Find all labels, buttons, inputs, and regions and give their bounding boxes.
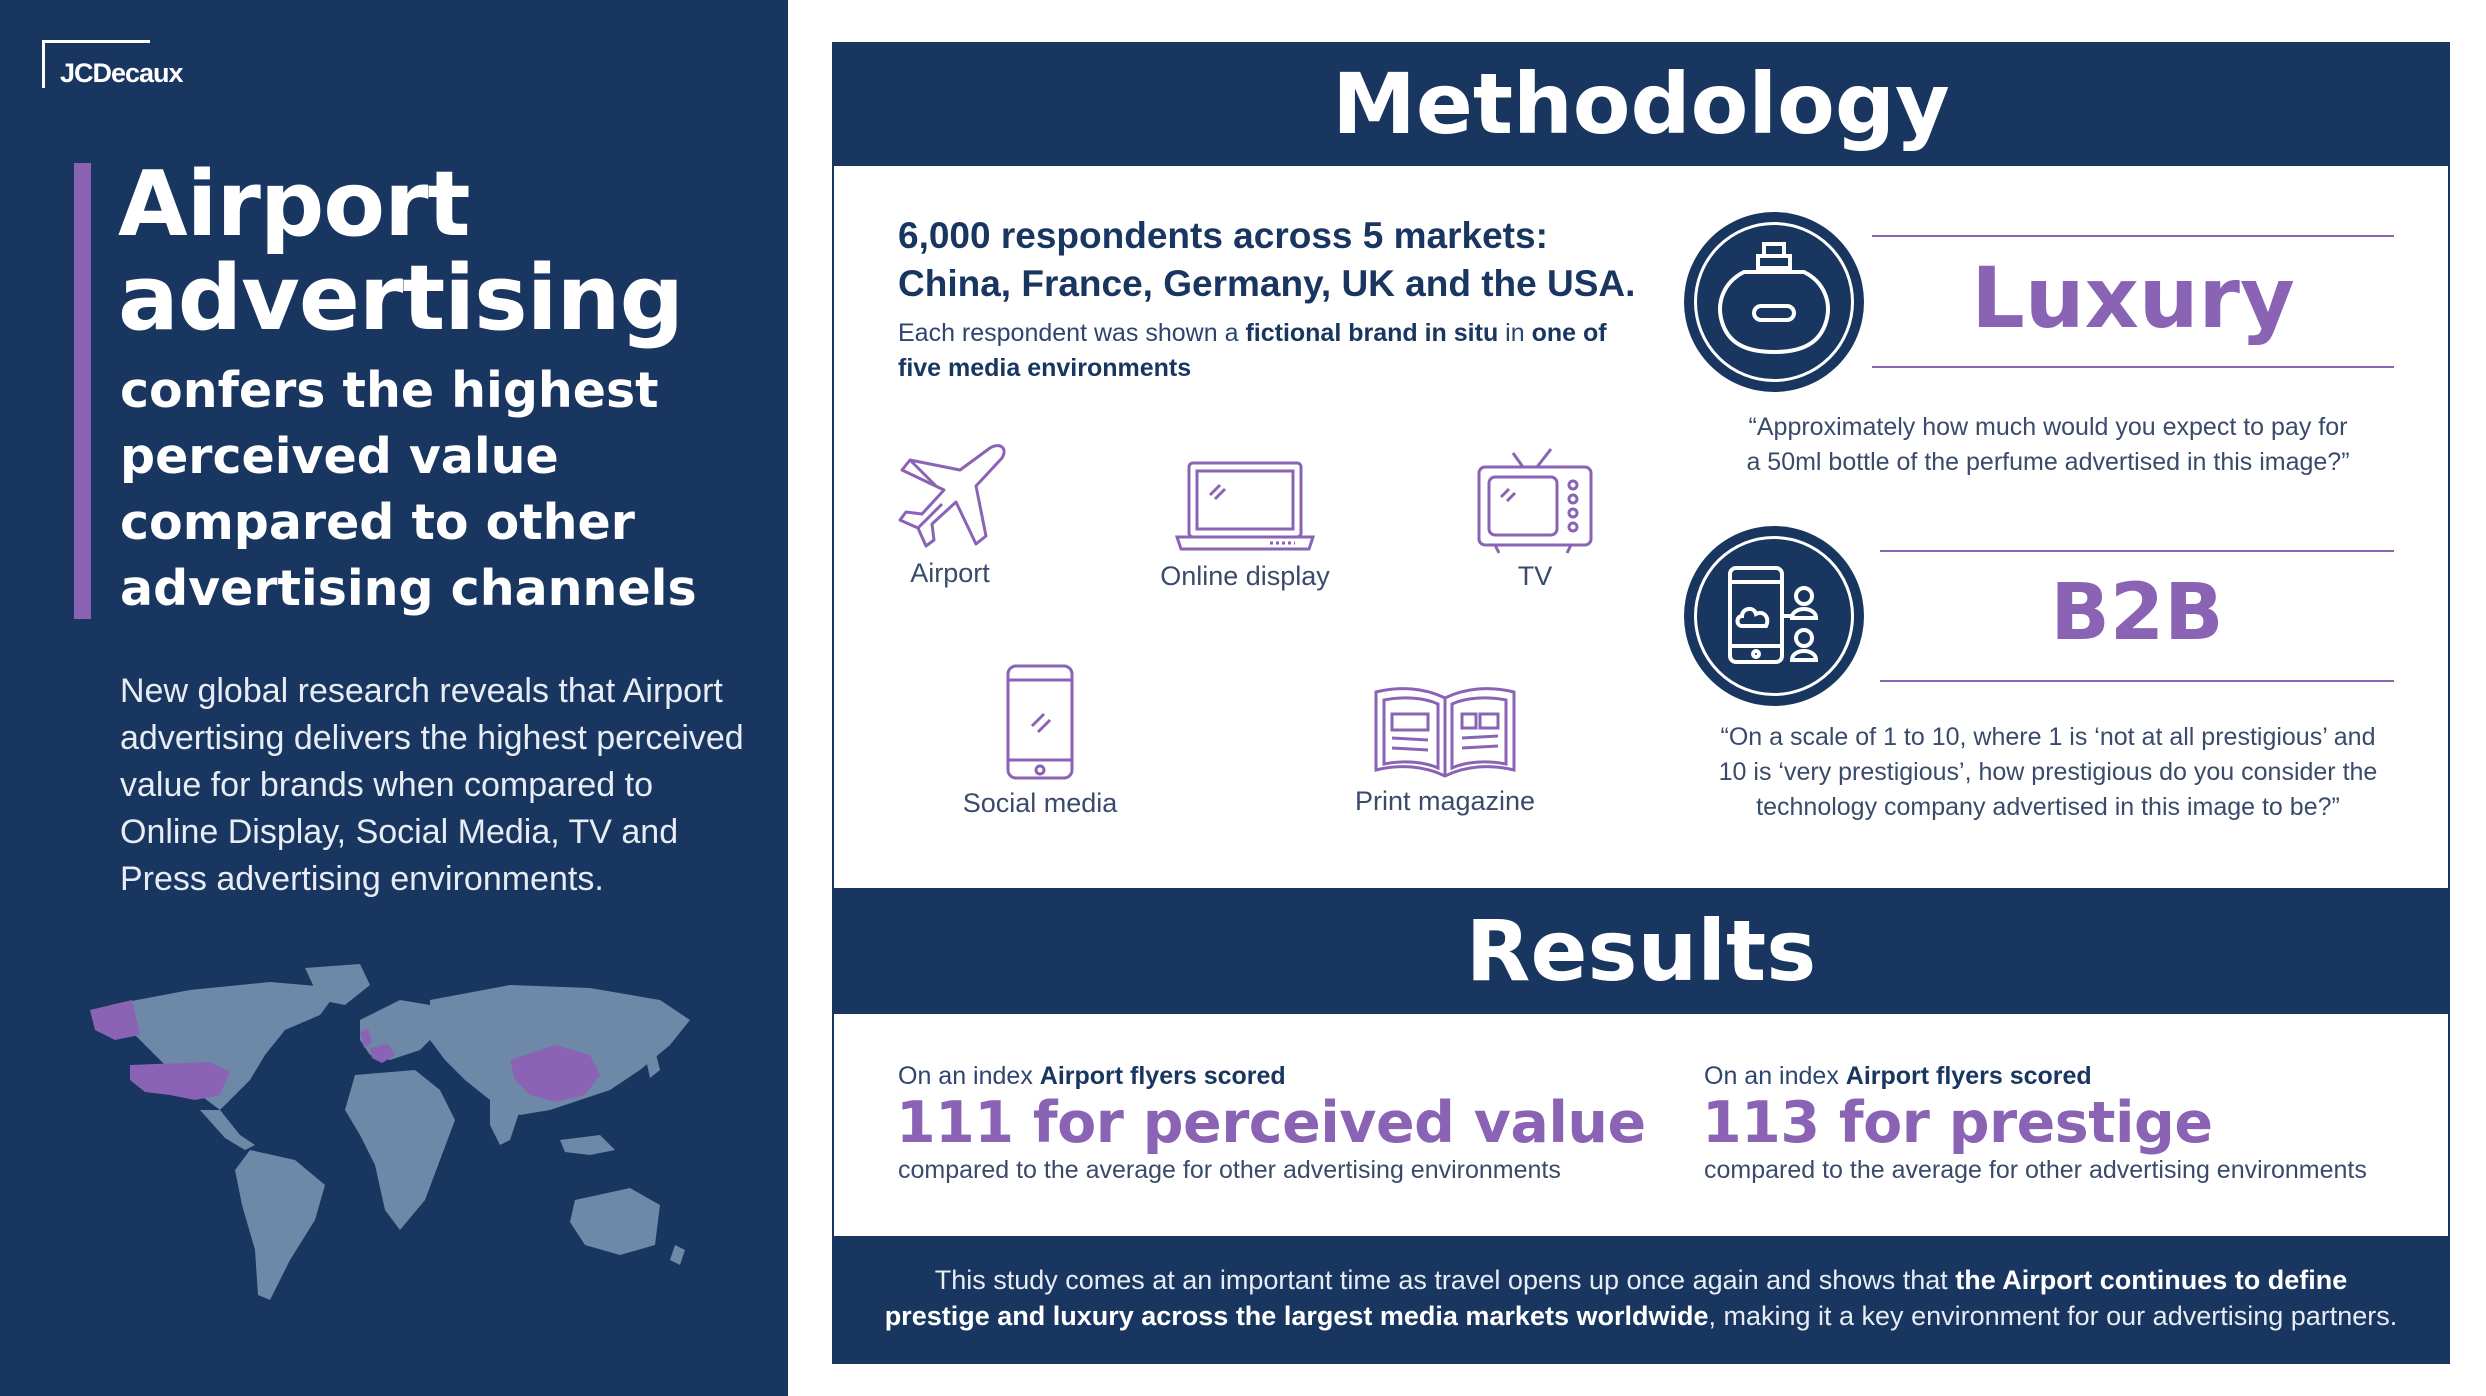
media-label: Social media xyxy=(962,788,1118,818)
intro-line: advertising delivers the highest perceived xyxy=(120,719,744,757)
respondents-description: Each respondent was shown a fictional brand in situ in one of five media environments xyxy=(898,319,1607,382)
media-label: Online display xyxy=(1160,561,1330,591)
result-intro: On an index Airport flyers scored xyxy=(898,1062,1286,1090)
result-description: compared to the average for other advertising environments xyxy=(898,1156,1561,1184)
intro-text xyxy=(120,668,760,903)
results-title: Results xyxy=(832,888,2450,1014)
divider xyxy=(1880,550,2394,552)
intro-line: Online Display, Social Media, TV and xyxy=(120,813,679,851)
footer-statement: This study comes at an important time as travel opens up once again and shows that the Airport continues to define prestige and luxury across the largest media markets worldwide, making it a key environment for our advertising partners. xyxy=(832,1236,2450,1364)
result-perceived-value: 111 for perceived value xyxy=(896,1090,1646,1156)
media-tv xyxy=(1470,445,1600,592)
b2b-badge xyxy=(1684,526,1864,706)
methodology-title: Methodology xyxy=(832,42,2450,166)
tv-icon xyxy=(1475,445,1595,555)
divider xyxy=(1872,366,2394,368)
page-subtitle xyxy=(120,358,780,622)
media-label: Print magazine xyxy=(1354,786,1536,816)
media-airport xyxy=(880,440,1020,589)
intro-line: New global research reveals that Airport xyxy=(120,672,723,710)
media-online-display xyxy=(1150,455,1340,592)
world-map-icon xyxy=(70,960,710,1320)
respondents-heading xyxy=(898,212,1638,308)
result-description: compared to the average for other advertising environments xyxy=(1704,1156,2367,1184)
result-intro: On an index Airport flyers scored xyxy=(1704,1062,2092,1090)
magazine-icon xyxy=(1370,680,1520,780)
subtitle-line: compared to other xyxy=(120,494,635,551)
media-print xyxy=(1350,680,1540,817)
airplane-icon xyxy=(890,440,1010,552)
luxury-quote: “Approximately how much would you expect to pay for a 50ml bottle of the perfume advertised in this image?” xyxy=(1746,413,2350,476)
b2b-quote: “On a scale of 1 to 10, where 1 is ‘not at all prestigious’ and 10 is ‘very prestigious’, how prestigious do you consider the technology company advertised in this image to be?” xyxy=(1718,723,2378,821)
luxury-badge xyxy=(1684,212,1864,392)
media-label: TV xyxy=(1517,561,1553,591)
intro-line: Press advertising environments. xyxy=(120,860,604,898)
brand-logo: JCDecaux xyxy=(60,58,183,88)
b2b-title: B2B xyxy=(2050,568,2224,658)
page-title xyxy=(118,152,684,351)
subtitle-line: perceived value xyxy=(120,428,559,485)
subtitle-line: advertising channels xyxy=(120,560,697,617)
left-panel xyxy=(0,0,788,1396)
divider xyxy=(1872,235,2394,237)
smartphone-icon xyxy=(1000,662,1080,782)
subtitle-line: confers the highest xyxy=(120,362,659,419)
title-line: advertising xyxy=(118,246,684,351)
perfume-bottle-icon xyxy=(1684,212,1864,392)
title-line: Airport xyxy=(118,152,470,257)
divider xyxy=(1880,680,2394,682)
intro-line: value for brands when compared to xyxy=(120,766,653,804)
accent-bar xyxy=(74,163,91,619)
respondents-line: China, France, Germany, UK and the USA. xyxy=(898,263,1636,304)
media-social xyxy=(950,662,1130,819)
respondents-line: 6,000 respondents across 5 markets: xyxy=(898,215,1548,256)
luxury-title: Luxury xyxy=(1971,249,2295,347)
laptop-icon xyxy=(1175,455,1315,555)
tech-business-icon xyxy=(1684,526,1864,706)
media-label: Airport xyxy=(910,558,990,588)
result-prestige: 113 for prestige xyxy=(1702,1090,2213,1156)
